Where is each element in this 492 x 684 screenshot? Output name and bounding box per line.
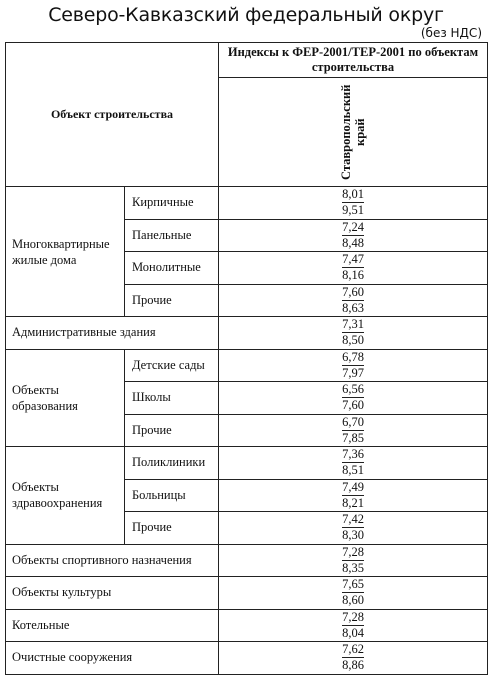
group-label: Объекты здравоохранения <box>6 447 125 545</box>
index-value-2: 8,04 <box>342 625 364 640</box>
index-value-2: 8,21 <box>342 495 364 510</box>
object-label: Объекты спортивного назначения <box>6 544 219 577</box>
index-cell <box>219 187 488 220</box>
index-cell <box>219 447 488 480</box>
index-value-1: 7,24 <box>342 219 364 234</box>
index-cell <box>219 284 488 317</box>
index-value-1: 7,62 <box>342 642 364 656</box>
subtype-label: Прочие <box>125 414 219 447</box>
group-label: Многоквартирные жилые дома <box>6 187 125 317</box>
subtype-label: Прочие <box>125 512 219 545</box>
index-value-2: 9,51 <box>342 203 364 217</box>
page-title: Северо-Кавказский федеральный округ <box>48 4 444 26</box>
index-cell <box>219 609 488 642</box>
object-label: Котельные <box>6 609 219 642</box>
price-index-table <box>5 42 488 675</box>
index-value-1: 7,42 <box>342 512 364 526</box>
table-row <box>6 349 488 382</box>
index-cell <box>219 317 488 350</box>
table-row <box>6 447 488 480</box>
subtype-label: Кирпичные <box>125 187 219 220</box>
subtype-label: Панельные <box>125 219 219 252</box>
index-value-2: 7,60 <box>342 398 364 412</box>
index-value-1: 7,36 <box>342 447 364 461</box>
table-row <box>6 609 488 642</box>
index-value-1: 7,28 <box>342 609 364 624</box>
table-row <box>6 577 488 610</box>
index-value-2: 7,85 <box>342 430 364 445</box>
table-row <box>6 317 488 350</box>
subtype-label: Школы <box>125 382 219 415</box>
index-cell <box>219 219 488 252</box>
index-cell <box>219 544 488 577</box>
index-value-2: 8,30 <box>342 528 364 542</box>
index-value-1: 7,65 <box>342 577 364 591</box>
index-cell <box>219 252 488 285</box>
index-value-2: 7,97 <box>342 365 364 380</box>
index-value-2: 8,16 <box>342 268 364 282</box>
subtype-label: Больницы <box>125 479 219 512</box>
table-row <box>6 544 488 577</box>
header-region <box>219 78 488 187</box>
object-label: Очистные сооружения <box>6 642 219 675</box>
index-cell <box>219 479 488 512</box>
table-row <box>6 642 488 675</box>
index-value-1: 6,70 <box>342 414 364 429</box>
index-cell <box>219 382 488 415</box>
index-value-2: 8,63 <box>342 300 364 315</box>
header-indices: Индексы к ФЕР-2001/ТЕР-2001 по объектам строительства <box>219 43 488 78</box>
index-value-2: 8,48 <box>342 235 364 250</box>
header-object: Объект строительства <box>6 43 219 187</box>
vat-note: (без НДС) <box>420 26 482 40</box>
index-cell <box>219 577 488 610</box>
index-value-1: 6,56 <box>342 382 364 396</box>
index-value-1: 7,60 <box>342 284 364 299</box>
table-row <box>6 187 488 220</box>
subtype-label: Поликлиники <box>125 447 219 480</box>
subtype-label: Монолитные <box>125 252 219 285</box>
index-value-1: 7,49 <box>342 479 364 494</box>
subtype-label: Детские сады <box>125 349 219 382</box>
index-value-1: 7,31 <box>342 317 364 331</box>
index-value-2: 8,35 <box>342 560 364 575</box>
index-cell <box>219 414 488 447</box>
index-value-1: 7,28 <box>342 544 364 559</box>
index-cell <box>219 349 488 382</box>
index-value-2: 8,51 <box>342 463 364 477</box>
header-region-label: Ставропольский край <box>339 84 367 180</box>
object-label: Объекты культуры <box>6 577 219 610</box>
index-value-2: 8,50 <box>342 333 364 347</box>
index-value-1: 8,01 <box>342 187 364 201</box>
object-label: Административные здания <box>6 317 219 350</box>
index-value-1: 7,47 <box>342 252 364 266</box>
index-value-2: 8,60 <box>342 593 364 607</box>
index-value-2: 8,86 <box>342 658 364 672</box>
group-label: Объекты образования <box>6 349 125 447</box>
subtype-label: Прочие <box>125 284 219 317</box>
index-cell <box>219 642 488 675</box>
index-value-1: 6,78 <box>342 349 364 364</box>
index-cell <box>219 512 488 545</box>
